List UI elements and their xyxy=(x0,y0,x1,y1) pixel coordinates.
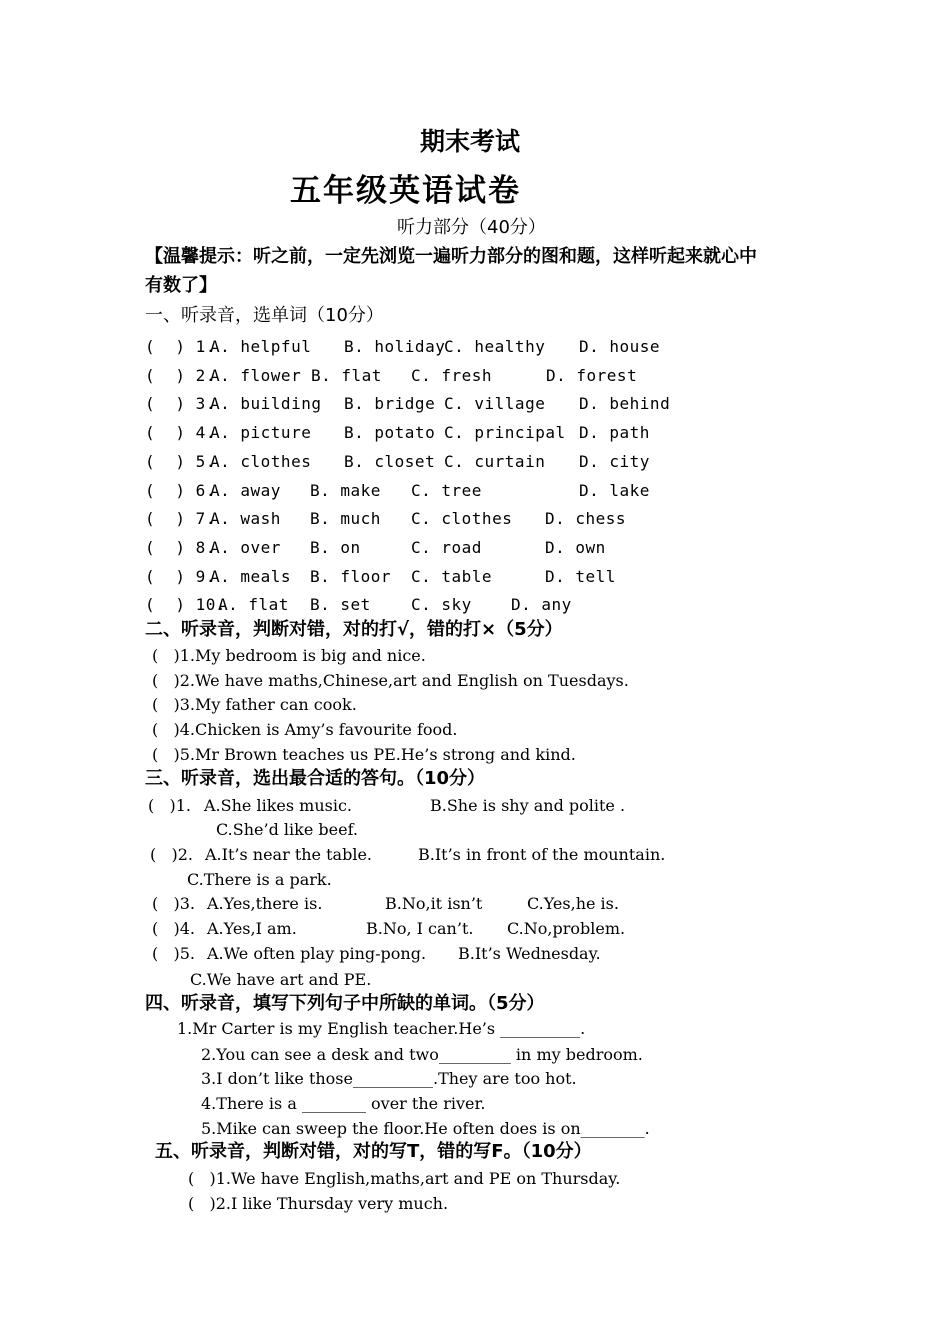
option-c: C. clothes xyxy=(411,509,513,528)
section5-heading: 五、听录音，判断对错，对的写T，错的写F。（10分） xyxy=(155,1141,592,1162)
option-c: C. principal xyxy=(444,423,566,442)
option-d: D. forest xyxy=(546,366,638,385)
response-q4-num: ( )4. xyxy=(152,919,196,938)
response-q4-b: B.No, I can’t. xyxy=(366,919,474,938)
response-q2-c: C.There is a park. xyxy=(187,870,332,889)
option-a: A. helpful xyxy=(210,337,312,356)
option-a: A. away xyxy=(210,481,281,500)
response-q2-a: A.It’s near the table. xyxy=(205,845,372,864)
judge-item: ( )3.My father can cook. xyxy=(152,695,357,714)
option-b: B. closet xyxy=(344,452,436,471)
judge-item: ( )4.Chicken is Amy’s favourite food. xyxy=(152,720,458,739)
option-b: B. set xyxy=(310,595,371,614)
tf-item: ( )1.We have English,maths,art and PE on Thursday. xyxy=(188,1169,621,1188)
option-b: B. make xyxy=(310,481,381,500)
option-d: D. own xyxy=(545,538,606,557)
option-a: A. building xyxy=(210,394,322,413)
choice-number: ( ) 3. xyxy=(145,394,216,413)
part-title: 听力部分（40分） xyxy=(397,217,546,238)
option-a: A. flower xyxy=(210,366,302,385)
choice-number: ( ) 10. xyxy=(145,595,227,614)
option-a: A. clothes xyxy=(210,452,312,471)
response-q1-c: C.She’d like beef. xyxy=(216,820,359,839)
option-c: C. tree xyxy=(411,481,482,500)
option-d: D. any xyxy=(511,595,572,614)
response-q3-c: C.Yes,he is. xyxy=(527,894,619,913)
choice-number: ( ) 4. xyxy=(145,423,216,442)
fill-item: 5.Mike can sweep the floor.He often does is on________. xyxy=(201,1119,650,1138)
option-d: D. lake xyxy=(579,481,650,500)
response-q3-num: ( )3. xyxy=(152,894,196,913)
exam-title: 期末考试 xyxy=(420,127,521,156)
option-a: A. over xyxy=(210,538,281,557)
response-q4-c: C.No,problem. xyxy=(507,919,626,938)
section4-heading: 四、听录音，填写下列句子中所缺的单词。（5分） xyxy=(145,993,545,1014)
option-c: C. healthy xyxy=(444,337,546,356)
option-b: B. potato xyxy=(344,423,436,442)
option-d: D. behind xyxy=(579,394,671,413)
option-a: A. meals xyxy=(210,567,292,586)
option-b: B. holiday xyxy=(344,337,446,356)
tip-line-1: 【温馨提示：听之前，一定先浏览一遍听力部分的图和题，这样听起来就心中 xyxy=(145,246,757,267)
response-q3-a: A.Yes,there is. xyxy=(207,894,323,913)
option-d: D. city xyxy=(579,452,650,471)
response-q4-a: A.Yes,I am. xyxy=(207,919,297,938)
response-q5-b: B.It’s Wednesday. xyxy=(458,944,601,963)
option-b: B. on xyxy=(310,538,361,557)
choice-number: ( ) 2. xyxy=(145,366,216,385)
judge-item: ( )1.My bedroom is big and nice. xyxy=(152,646,426,665)
option-d: D. house xyxy=(579,337,661,356)
option-a: A. wash xyxy=(210,509,281,528)
response-q1-num: ( )1. xyxy=(148,796,192,815)
section3-heading: 三、听录音，选出最合适的答句。（10分） xyxy=(145,768,486,789)
fill-item: 4.There is a ________ over the river. xyxy=(201,1094,486,1113)
response-q5-a: A.We often play ping-pong. xyxy=(207,944,427,963)
choice-number: ( ) 9. xyxy=(145,567,216,586)
option-b: B. bridge xyxy=(344,394,436,413)
option-a: A. flat xyxy=(218,595,289,614)
option-b: B. flat xyxy=(311,366,382,385)
choice-number: ( ) 1. xyxy=(145,337,216,356)
tip-line-2: 有数了】 xyxy=(145,275,217,296)
response-q5-num: ( )5. xyxy=(152,944,196,963)
option-c: C. road xyxy=(411,538,482,557)
choice-number: ( ) 5. xyxy=(145,452,216,471)
tf-item: ( )2.I like Thursday very much. xyxy=(188,1194,449,1213)
response-q3-b: B.No,it isn’t xyxy=(385,894,483,913)
option-b: B. floor xyxy=(310,567,392,586)
option-c: C. curtain xyxy=(444,452,546,471)
option-c: C. sky xyxy=(411,595,472,614)
section1-heading: 一、听录音，选单词（10分） xyxy=(145,305,384,326)
option-c: C. table xyxy=(411,567,493,586)
response-q1-b: B.She is shy and polite . xyxy=(430,796,626,815)
section2-heading: 二、听录音，判断对错，对的打√，错的打×（5分） xyxy=(145,619,563,640)
fill-item: 2.You can see a desk and two_________ in my bedroom. xyxy=(201,1045,643,1064)
choice-number: ( ) 8. xyxy=(145,538,216,557)
response-q5-c: C.We have art and PE. xyxy=(190,970,372,989)
judge-item: ( )2.We have maths,Chinese,art and English on Tuesdays. xyxy=(152,671,629,690)
paper-title: 五年级英语试卷 xyxy=(290,173,521,209)
option-d: D. tell xyxy=(545,567,616,586)
choice-number: ( ) 7. xyxy=(145,509,216,528)
option-d: D. chess xyxy=(545,509,627,528)
option-c: C. fresh xyxy=(411,366,493,385)
judge-item: ( )5.Mr Brown teaches us PE.He’s strong and kind. xyxy=(152,745,576,764)
response-q1-a: A.She likes music. xyxy=(204,796,353,815)
fill-item: 1.Mr Carter is my English teacher.He’s __________. xyxy=(177,1019,586,1038)
option-d: D. path xyxy=(579,423,650,442)
option-a: A. picture xyxy=(210,423,312,442)
option-b: B. much xyxy=(310,509,381,528)
fill-item: 3.I don’t like those__________.They are too hot. xyxy=(201,1069,577,1088)
response-q2-b: B.It’s in front of the mountain. xyxy=(418,845,666,864)
option-c: C. village xyxy=(444,394,546,413)
response-q2-num: ( )2. xyxy=(150,845,194,864)
choice-number: ( ) 6. xyxy=(145,481,216,500)
